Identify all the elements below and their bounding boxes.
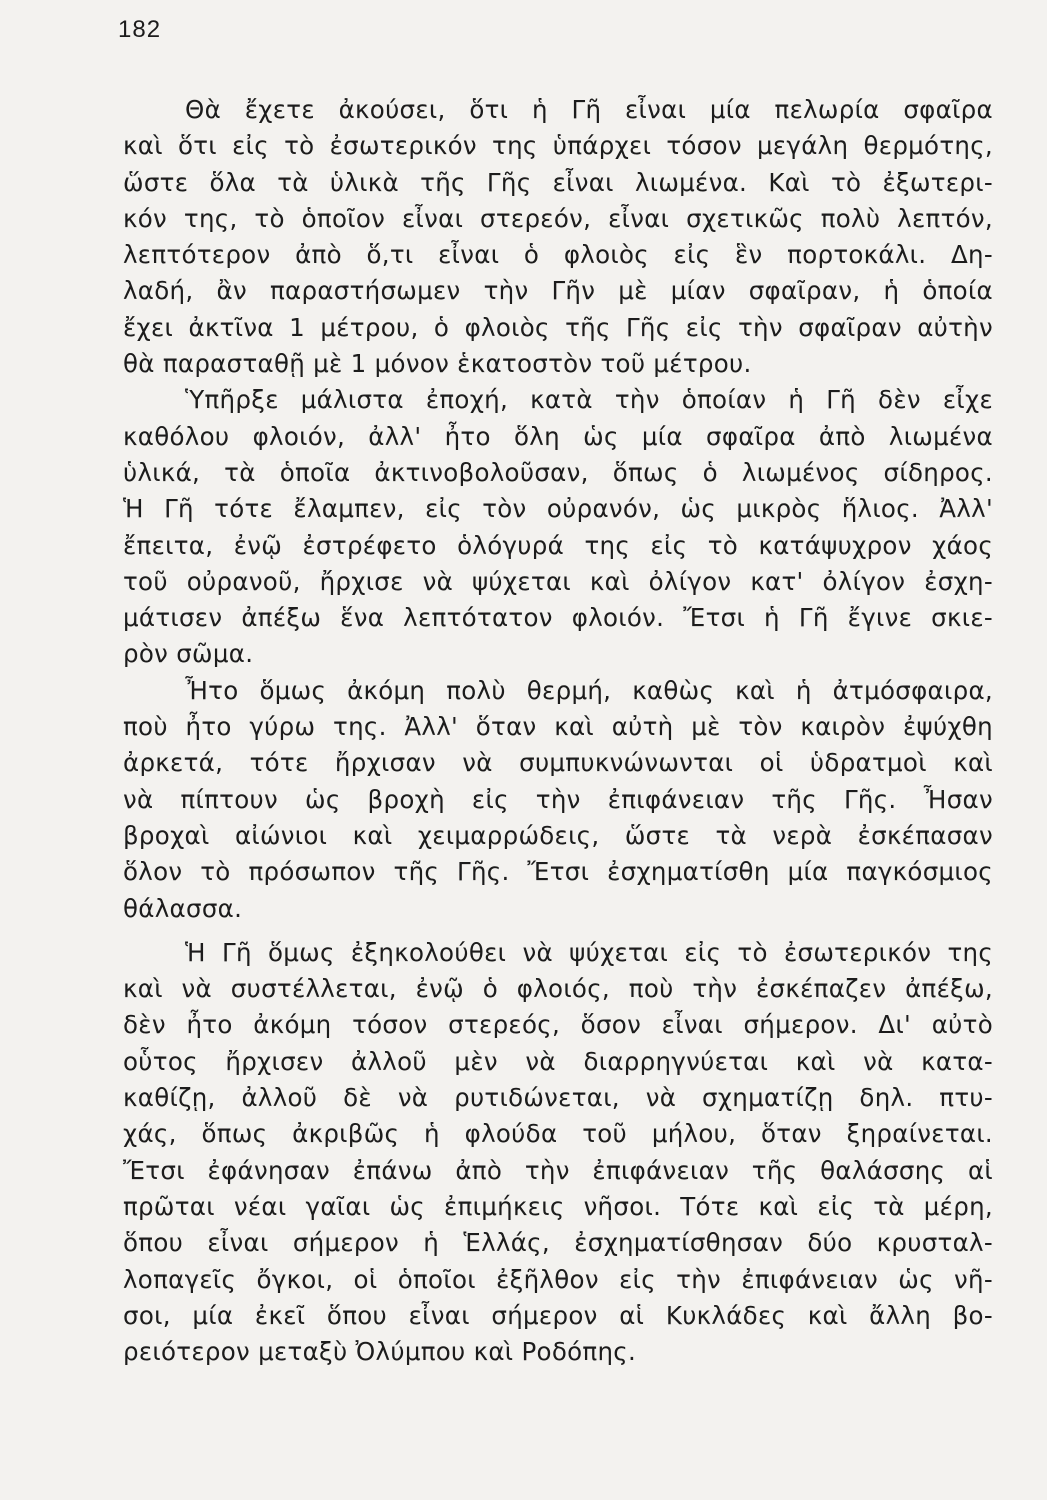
text-line: καθίζῃ, ἀλλοῦ δὲ νὰ ρυτιδώνεται, νὰ σχηματίζῃ δηλ. πτυ- [123,1083,993,1113]
text-line: Ἦτο ὅμως ἀκόμη πολὺ θερμή, καθὼς καὶ ἡ ἀτμόσφαιρα, [185,675,993,705]
text-line: χάς, ὅπως ἀκριβῶς ἡ φλούδα τοῦ μήλου, ὅταν ξηραίνεται. [123,1119,993,1149]
text-body [123,92,993,1370]
text-line: νὰ πίπτουν ὡς βροχὴ εἰς τὴν ἐπιφάνειαν τῆς Γῆς. Ἦσαν [123,784,993,814]
text-line: Θὰ ἔχετε ἀκούσει, ὅτι ἡ Γῆ εἶναι μία πελωρία σφαῖρα [185,95,993,124]
text-line: καὶ ὅτι εἰς τὸ ἐσωτερικόν της ὑπάρχει τόσον μεγάλη θερμότης, [123,131,993,161]
text-line: ἔπειτα, ἐνῷ ἐστρέφετο ὁλόγυρά της εἰς τὸ κατάψυχρον χάος [123,530,993,560]
paragraph-2 [123,382,993,672]
text-line: μάτισεν ἀπέξω ἕνα λεπτότατον φλοιόν. Ἔτσι ἡ Γῆ ἔγινε σκιε- [123,603,993,633]
text-line: οὗτος ἤρχισεν ἀλλοῦ μὲν νὰ διαρρηγνύεται καὶ νὰ κατα- [123,1046,993,1076]
text-line: Ἔτσι ἐφάνησαν ἐπάνω ἀπὸ τὴν ἐπιφάνειαν τῆς θαλάσσης αἱ [123,1155,993,1185]
text-line: καὶ νὰ συστέλλεται, ἐνῷ ὁ φλοιός, ποὺ τὴν ἐσκέπαζεν ἀπέξω, [123,974,993,1004]
text-line: ὅπου εἶναι σήμερον ἡ Ἑλλάς, ἐσχηματίσθησαν δύο κρυσταλ- [123,1228,993,1258]
text-line: θὰ παρασταθῇ μὲ 1 μόνον ἑκατοστὸν τοῦ μέτρου. [123,349,752,379]
paragraph-4 [123,935,993,1371]
text-line: σοι, μία ἐκεῖ ὅπου εἶναι σήμερον αἱ Κυκλάδες καὶ ἄλλη βο- [123,1300,993,1330]
paragraph-1 [123,92,993,382]
text-line: ὥστε ὅλα τὰ ὑλικὰ τῆς Γῆς εἶναι λιωμένα. Καὶ τὸ ἐξωτερι- [123,167,993,197]
text-line: ἔχει ἀκτῖνα 1 μέτρου, ὁ φλοιὸς τῆς Γῆς εἰς τὴν σφαῖραν αὐτὴν [123,312,993,342]
paragraph-3 [123,673,993,927]
text-line: θάλασσα. [123,893,243,923]
text-line: βροχαὶ αἰώνιοι καὶ χειμαρρώδεις, ὥστε τὰ νερὰ ἐσκέπασαν [123,820,993,850]
text-line: λαδή, ἂν παραστήσωμεν τὴν Γῆν μὲ μίαν σφαῖραν, ἡ ὁποία [123,276,993,306]
paragraph-spacer [123,927,993,935]
text-line: ὅλον τὸ πρόσωπον τῆς Γῆς. Ἔτσι ἐσχηματίσθη μία παγκόσμιος [123,857,993,887]
text-line: λοπαγεῖς ὄγκοι, οἱ ὁποῖοι ἐξῆλθον εἰς τὴν ἐπιφάνειαν ὡς νῆ- [123,1264,993,1294]
text-line: ἀρκετά, τότε ἤρχισαν νὰ συμπυκνώνωνται οἱ ὑδρατμοὶ καὶ [123,748,993,778]
text-line: Ὑπῆρξε μάλιστα ἐποχή, κατὰ τὴν ὁποίαν ἡ Γῆ δὲν εἶχε [185,385,993,415]
text-line: δὲν ἦτο ἀκόμη τόσον στερεός, ὅσον εἶναι σήμερον. Δι' αὐτὸ [123,1010,993,1040]
text-line: ὑλικά, τὰ ὁποῖα ἀκτινοβολοῦσαν, ὅπως ὁ λιωμένος σίδηρος. [123,457,993,487]
text-line: καθόλου φλοιόν, ἀλλ' ἦτο ὅλη ὡς μία σφαῖρα ἀπὸ λιωμένα [123,421,993,451]
text-line: κόν της, τὸ ὁποῖον εἶναι στερεόν, εἶναι σχετικῶς πολὺ λεπτόν, [123,203,993,233]
text-line: ρὸν σῶμα. [123,639,254,669]
text-line: τοῦ οὐρανοῦ, ἤρχισε νὰ ψύχεται καὶ ὀλίγον κατ' ὀλίγον ἐσχη- [123,566,993,596]
text-line: λεπτότερον ἀπὸ ὅ,τι εἶναι ὁ φλοιὸς εἰς ἓν πορτοκάλι. Δη- [123,240,993,270]
text-line: ποὺ ἦτο γύρω της. Ἀλλ' ὅταν καὶ αὐτὴ μὲ τὸν καιρὸν ἐψύχθη [123,712,993,742]
text-line: πρῶται νέαι γαῖαι ὡς ἐπιμήκεις νῆσοι. Τότε καὶ εἰς τὰ μέρη, [123,1191,993,1221]
page-number: 182 [118,16,162,43]
text-line: ρειότερον μεταξὺ Ὀλύμπου καὶ Ροδόπης. [123,1337,637,1367]
text-line: Ἡ Γῆ ὅμως ἐξηκολούθει νὰ ψύχεται εἰς τὸ ἐσωτερικόν της [185,937,993,967]
text-line: Ἡ Γῆ τότε ἔλαμπεν, εἰς τὸν οὐρανόν, ὡς μικρὸς ἥλιος. Ἀλλ' [123,494,993,524]
